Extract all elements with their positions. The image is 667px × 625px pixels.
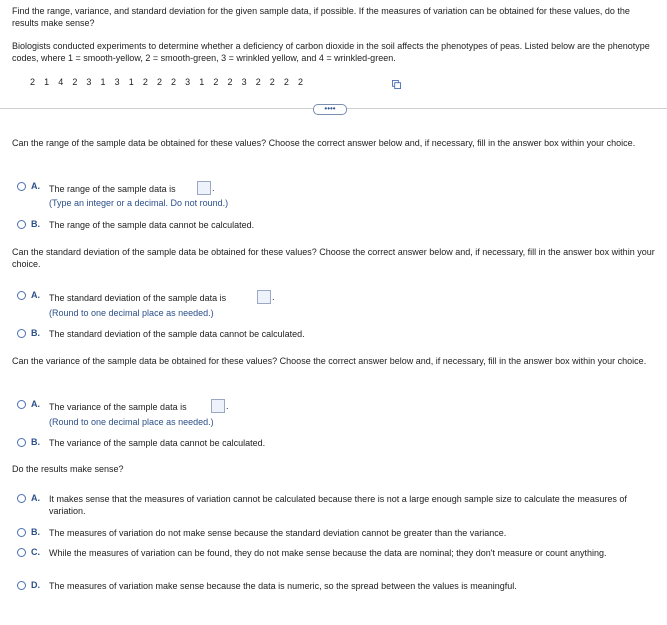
q1-option-a-letter: A. [31,181,40,191]
q2-option-a-letter: A. [31,290,40,300]
q4-option-a-letter: A. [31,493,40,503]
q2-option-a-radio[interactable] [17,291,26,300]
q4-option-d-letter: D. [31,580,40,590]
q4-option-d-radio[interactable] [17,581,26,590]
q2-prompt: Can the standard deviation of the sample data be obtained for these values? Choose the correct answer below and, if necessary, fill in the answer box within your choice. [12,247,655,269]
q2-option-b-letter: B. [31,328,40,338]
q1-option-b-letter: B. [31,219,40,229]
q3-option-b-letter: B. [31,437,40,447]
more-button[interactable]: •••• [313,104,347,115]
question-intro: Find the range, variance, and standard deviation for the given sample data, if possible. If the measures of variation can be obtained for these values, do the results make sense? [12,6,630,28]
q1-option-b-radio[interactable] [17,220,26,229]
q4-option-c-text[interactable]: While the measures of variation can be found, they do not make sense because the data are nominal; they don't measure or count anything. [49,548,607,558]
q4-option-a-text[interactable]: It makes sense that the measures of variation cannot be calculated because there is not a large enough sample size to calculate the measures of variation. [49,494,627,516]
q1-range-answer-box[interactable] [197,181,211,195]
q1-option-a-hint: (Type an integer or a decimal. Do not round.) [49,198,229,208]
q4-prompt: Do the results make sense? [12,464,124,474]
q3-option-a-letter: A. [31,399,40,409]
q4-option-a-radio[interactable] [17,494,26,503]
q4-option-c-letter: C. [31,547,40,557]
q2-option-a-text[interactable]: The standard deviation of the sample data is [49,293,227,303]
q2-option-b-text[interactable]: The standard deviation of the sample data cannot be calculated. [49,329,305,339]
q4-option-b-radio[interactable] [17,528,26,537]
q3-option-b-radio[interactable] [17,438,26,447]
copy-data-icon[interactable] [392,80,401,89]
q3-option-b-text[interactable]: The variance of the sample data cannot be calculated. [49,438,266,448]
q1-period: . [212,183,215,193]
q3-variance-answer-box[interactable] [211,399,225,413]
q2-option-a-hint: (Round to one decimal place as needed.) [49,308,214,318]
q1-prompt: Can the range of the sample data be obtained for these values? Choose the correct answer below and, if necessary, fill in the answer box within your choice. [12,138,636,148]
question-context: Biologists conducted experiments to determine whether a deficiency of carbon dioxide in the soil affects the phenotypes of peas. Listed below are the phenotype codes, where 1 = smooth-yellow, 2 = smooth-green, 3 = wrinkled yellow, and 4 = wrinkled-green. [12,41,650,63]
q2-std-dev-answer-box[interactable] [257,290,271,304]
q1-option-a-radio[interactable] [17,182,26,191]
q3-option-a-radio[interactable] [17,400,26,409]
q4-option-d-text[interactable]: The measures of variation make sense because the data is numeric, so the spread between the values is meaningful. [49,581,517,591]
q3-option-a-text[interactable]: The variance of the sample data is [49,402,187,412]
q4-option-b-letter: B. [31,527,40,537]
q2-period: . [272,292,275,302]
q4-option-c-radio[interactable] [17,548,26,557]
sample-data-values: 2 1 4 2 3 1 3 1 2 2 2 3 1 2 2 3 2 2 2 2 [30,77,304,87]
q2-option-b-radio[interactable] [17,329,26,338]
q3-prompt: Can the variance of the sample data be obtained for these values? Choose the correct answer below and, if necessary, fill in the answer box within your choice. [12,356,647,366]
q1-option-b-text[interactable]: The range of the sample data cannot be calculated. [49,220,255,230]
q1-option-a-text[interactable]: The range of the sample data is [49,184,176,194]
q4-option-b-text[interactable]: The measures of variation do not make sense because the standard deviation cannot be greater than the variance. [49,528,507,538]
q3-option-a-hint: (Round to one decimal place as needed.) [49,417,214,427]
q3-period: . [226,401,229,411]
